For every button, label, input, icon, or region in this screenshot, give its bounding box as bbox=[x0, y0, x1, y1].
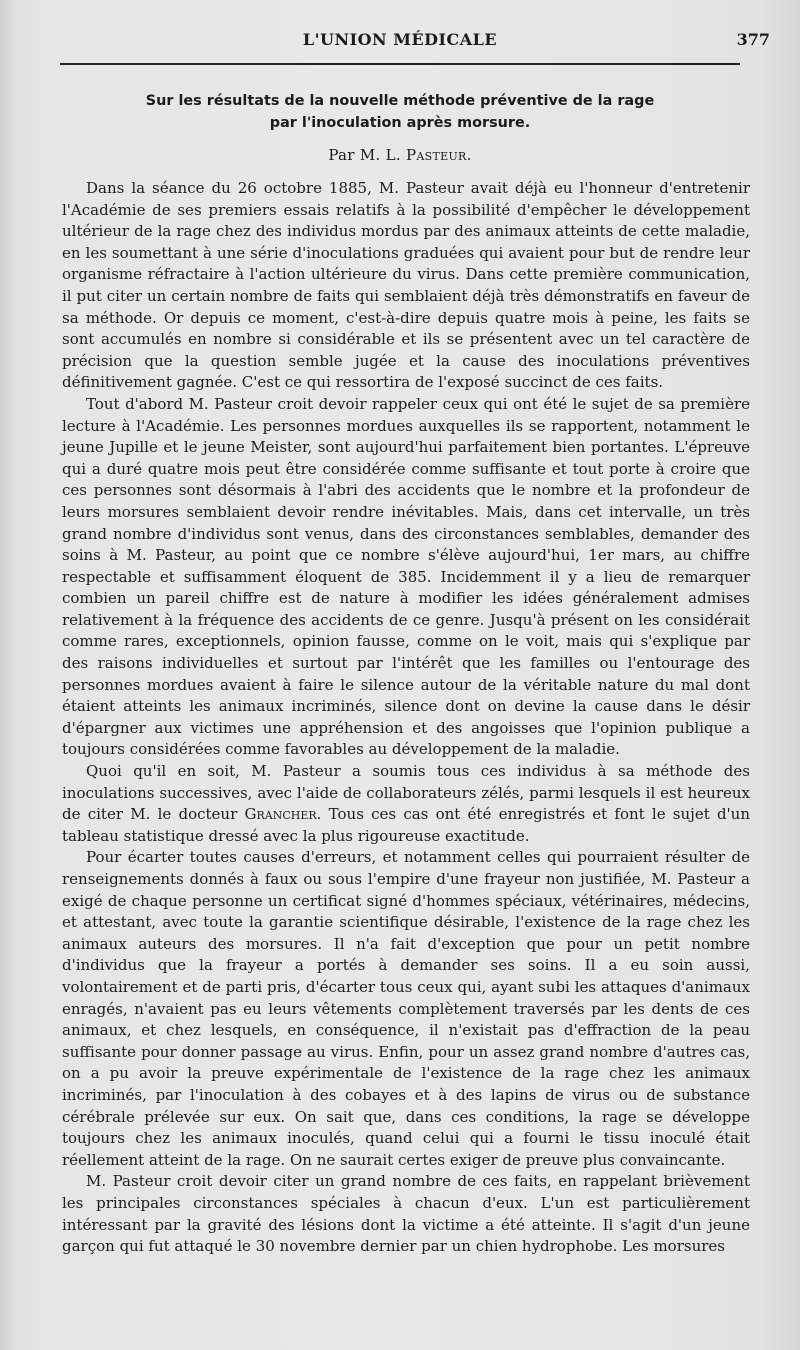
article-title-line-2: par l'inoculation après morsure. bbox=[269, 115, 531, 131]
paragraph-2: Tout d'abord M. Pasteur croit devoir rappeler ceux qui ont été le sujet de sa première lecture à l'Académie. Les personnes mordues auxquelles ils se rapportent, notamment le jeune Jupille et le jeune Meister, sont aujourd'hui parfaitement bien portantes. L'épreuve qui a duré quatre mois peut être considérée comme suffisante et tout porte à croire que ces personnes sont désormais à l'abri des accidents que le nombre et la profondeur de leurs morsures semblaient devoir rendre inévitables. Mais, dans cet intervalle, un très grand nombre d'individus sont venus, dans des circonstances semblables, demander des soins à M. Pasteur, au point que ce nombre s'élève aujourd'hui, 1er mars, au chiffre respectable et suffisamment éloquent de 385. Incidemment il y a lieu de remarquer combien un pareil chiffre est de nature à modifier les idées généralement admises relativement à la fréquence des accidents de ce genre. Jusqu'à présent on les considérait comme rares, exceptionnels, opinion fausse, comme on le voit, mais qui s'explique par des raisons individuelles et surtout par l'intérêt que les familles ou l'entourage des personnes mordues avaient à faire le silence autour de la véritable nature du mal dont étaient atteints les animaux incriminés, silence dont on devine la cause dans le désir d'épargner aux victimes une appréhension et des angoisses que l'opinion publique a toujours considérées comme favorables au développement de la maladie. bbox=[62, 394, 750, 759]
page-number: 377 bbox=[736, 30, 770, 49]
author-name: Pasteur. bbox=[406, 146, 472, 164]
paragraph-3 bbox=[62, 761, 750, 847]
running-header bbox=[0, 30, 800, 54]
header-rule bbox=[60, 63, 740, 65]
byline-prefix: Par M. L. bbox=[328, 146, 407, 164]
article-body bbox=[62, 178, 750, 1258]
paragraph-3-name: Grancher bbox=[244, 805, 317, 824]
article-title bbox=[70, 90, 730, 134]
paragraph-5: M. Pasteur croit devoir citer un grand nombre de ces faits, en rappelant brièvement les principales circonstances spéciales à chacun d'eux. L'un est particulièrement intéressant par la gravité des lésions dont la victime a été atteinte. Il s'agit d'un jeune garçon qui fut attaqué le 30 novembre dernier par un chien hydrophobe. Les morsures bbox=[62, 1172, 750, 1256]
paragraph-1: Dans la séance du 26 octobre 1885, M. Pasteur avait déjà eu l'honneur d'entretenir l'Académie de ses premiers essais relatifs à la possibilité d'empêcher le développement ultérieur de la rage chez des individus mordus par des animaux atteints de cette maladie, en les soumettant à une série d'inoculations graduées qui avaient pour but de rendre leur organisme réfractaire à l'action ultérieure du virus. Dans cette première communication, il put citer un certain nombre de faits qui semblaient déjà très démonstratifs en faveur de sa méthode. Or depuis ce moment, c'est-à-dire depuis quatre mois à peine, les faits se sont accumulés en nombre si considérable et ils se présentent avec un tel caractère de précision que la question semble jugée et la cause des inoculations préventives définitivement gagnée. C'est ce qui ressortira de l'exposé succinct de ces faits. bbox=[62, 179, 750, 392]
paragraph-3-text-a: Quoi qu'il en soit, M. Pasteur a soumis tous ces individus à sa méthode des inoculations successives, avec l'aide de collaborateurs zélés, parmi lesquels il est heureux de citer M. le docteur bbox=[62, 762, 750, 824]
paragraph-3-text-b: . Tous ces cas ont été enregistrés et font le sujet d'un tableau statistique dressé avec la plus rigoureuse exactitude. bbox=[62, 805, 750, 845]
article-title-line-1: Sur les résultats de la nouvelle méthode préventive de la rage bbox=[145, 93, 655, 109]
journal-title: L'UNION MÉDICALE bbox=[302, 30, 498, 49]
byline bbox=[0, 146, 800, 164]
paragraph-4: Pour écarter toutes causes d'erreurs, et notamment celles qui pourraient résulter de renseignements donnés à faux ou sous l'empire d'une frayeur non justifiée, M. Pasteur a exigé de chaque personne un certificat signé d'hommes spéciaux, vétérinaires, médecins, et attestant, avec toute la garantie scientifique désirable, l'existence de la rage chez les animaux auteurs des morsures. Il n'a fait d'exception que pour un petit nombre d'individus que la frayeur a portés à demander ses soins. Il a eu soin aussi, volontairement et de parti pris, d'écarter tous ceux qui, ayant subi les attaques d'animaux enragés, n'avaient pas eu leurs vêtements complètement traversés par les dents de ces animaux, et chez lesquels, en conséquence, il n'existait pas d'effraction de la peau suffisante pour donner passage au virus. Enfin, pour un assez grand nombre d'autres cas, on a pu avoir la preuve expérimentale de l'existence de la rage chez les animaux incriminés, par l'inoculation à des cobayes et à des lapins de virus ou de substance cérébrale prélevée sur eux. On sait que, dans ces conditions, la rage se développe toujours chez les animaux inoculés, quand celui qui a fourni le tissu inoculé était réellement atteint de la rage. On ne saurait certes exiger de preuve plus convaincante. bbox=[62, 848, 750, 1169]
